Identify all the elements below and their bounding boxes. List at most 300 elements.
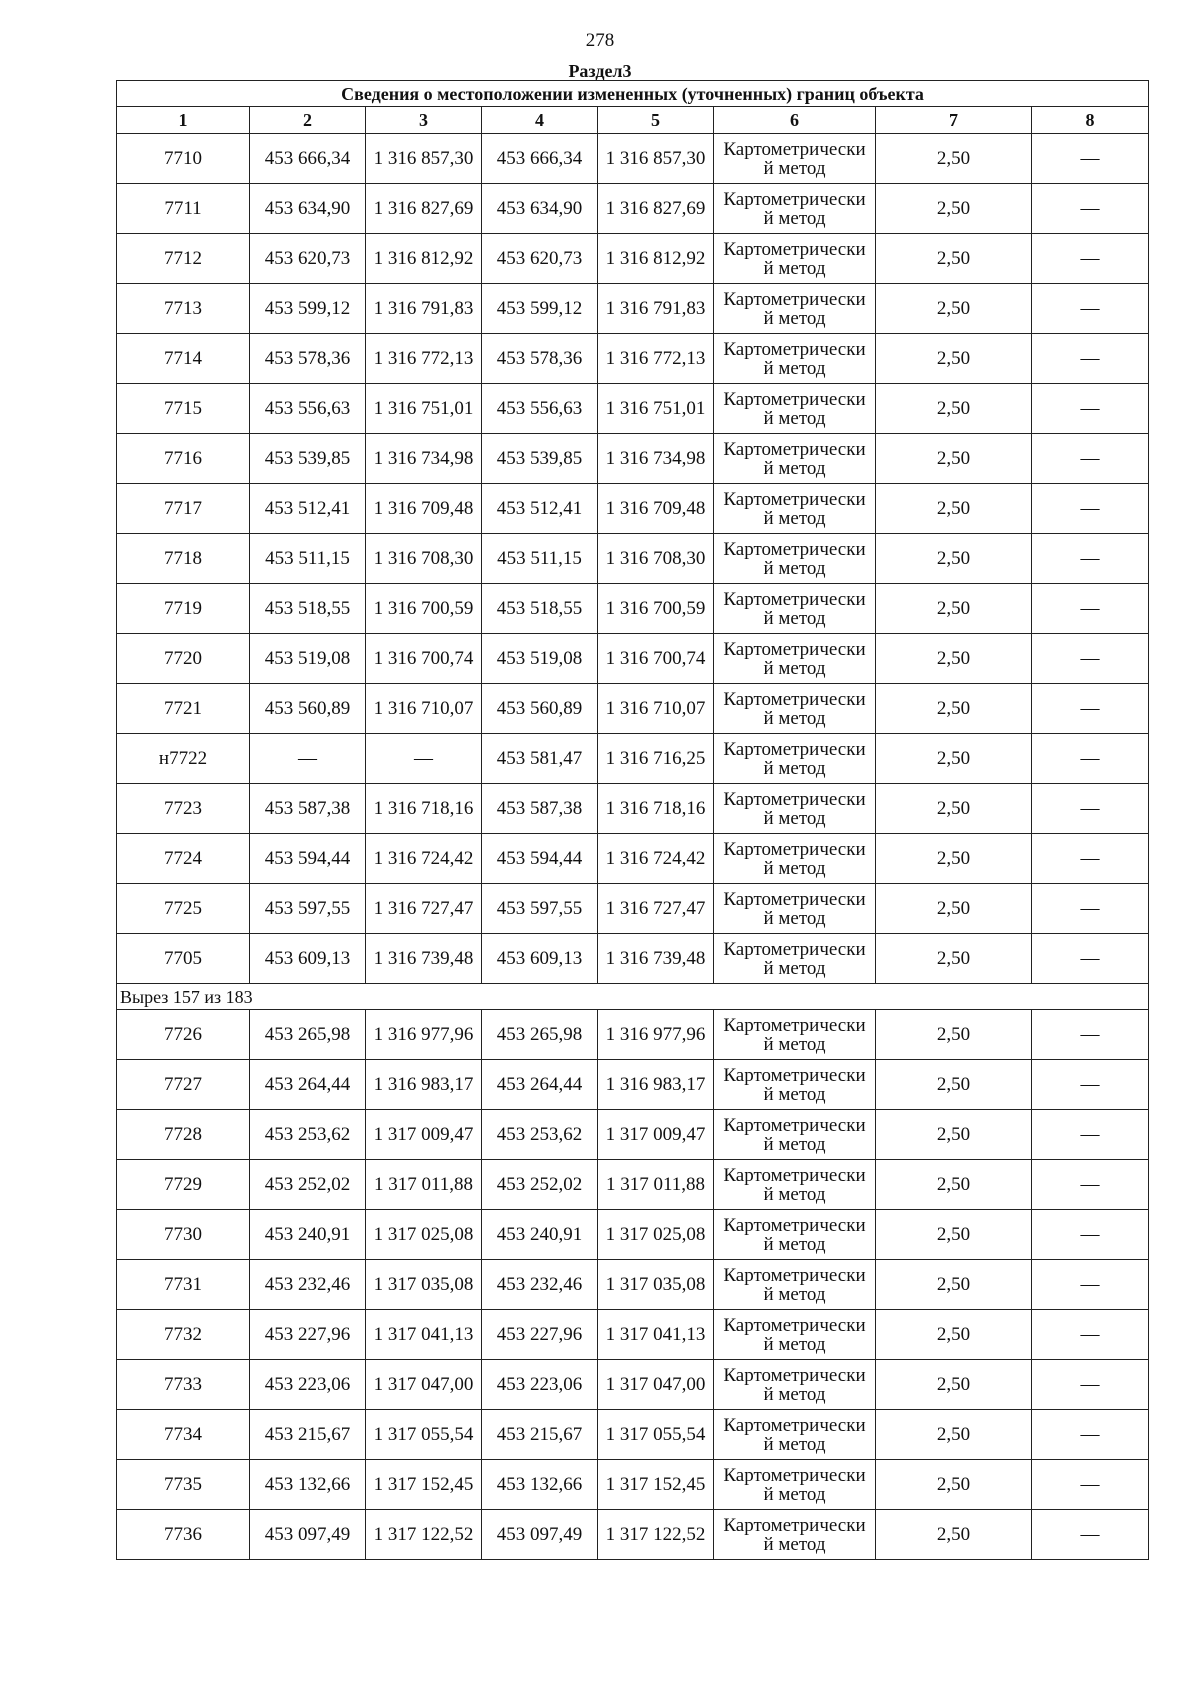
x-old-cell: 453 594,44 <box>250 834 366 884</box>
x-old-cell: 453 264,44 <box>250 1060 366 1110</box>
x-old-cell: 453 666,34 <box>250 134 366 184</box>
method-line: Картометрически <box>723 1464 866 1486</box>
y-new-cell: 1 316 857,30 <box>598 134 714 184</box>
method-line: й метод <box>763 907 826 929</box>
method-line: Картометрически <box>723 1314 866 1336</box>
description-cell: — <box>1032 184 1149 234</box>
accuracy-cell: 2,50 <box>876 534 1032 584</box>
method-line: Картометрически <box>723 888 866 910</box>
point-number-cell: 7712 <box>117 234 250 284</box>
method-line: й метод <box>763 1333 826 1355</box>
group-subheader: Вырез 157 из 183 <box>117 984 1149 1010</box>
y-new-cell: 1 316 983,17 <box>598 1060 714 1110</box>
table-row <box>117 334 1149 384</box>
point-number-cell: 7725 <box>117 884 250 934</box>
method-line: Картометрически <box>723 488 866 510</box>
accuracy-cell: 2,50 <box>876 384 1032 434</box>
method-cell <box>714 1460 876 1510</box>
point-number-cell: 7713 <box>117 284 250 334</box>
y-old-cell: 1 316 724,42 <box>366 834 482 884</box>
method-cell <box>714 334 876 384</box>
y-new-cell: 1 316 727,47 <box>598 884 714 934</box>
accuracy-cell: 2,50 <box>876 184 1032 234</box>
point-number-cell: 7735 <box>117 1460 250 1510</box>
y-old-cell: 1 317 055,54 <box>366 1410 482 1460</box>
table-row <box>117 1060 1149 1110</box>
method-line: й метод <box>763 707 826 729</box>
method-line: Картометрически <box>723 938 866 960</box>
y-new-cell: 1 316 977,96 <box>598 1010 714 1060</box>
x-old-cell: 453 215,67 <box>250 1410 366 1460</box>
method-line: Картометрически <box>723 188 866 210</box>
description-cell: — <box>1032 784 1149 834</box>
column-header: 7 <box>876 107 1032 134</box>
accuracy-cell: 2,50 <box>876 284 1032 334</box>
method-cell <box>714 234 876 284</box>
y-old-cell: 1 317 035,08 <box>366 1260 482 1310</box>
y-new-cell: 1 316 718,16 <box>598 784 714 834</box>
x-new-cell: 453 511,15 <box>482 534 598 584</box>
method-line: Картометрически <box>723 438 866 460</box>
table-row <box>117 134 1149 184</box>
description-cell: — <box>1032 1060 1149 1110</box>
method-line: Картометрически <box>723 588 866 610</box>
y-new-cell: 1 317 041,13 <box>598 1310 714 1360</box>
column-header: 3 <box>366 107 482 134</box>
accuracy-cell: 2,50 <box>876 484 1032 534</box>
group-subheader-row <box>117 984 1149 1010</box>
table-row <box>117 834 1149 884</box>
method-line: Картометрически <box>723 388 866 410</box>
method-cell <box>714 1310 876 1360</box>
y-old-cell: 1 316 710,07 <box>366 684 482 734</box>
column-header: 1 <box>117 107 250 134</box>
description-cell: — <box>1032 284 1149 334</box>
description-cell: — <box>1032 834 1149 884</box>
y-old-cell: 1 316 812,92 <box>366 234 482 284</box>
x-old-cell: 453 223,06 <box>250 1360 366 1410</box>
description-cell: — <box>1032 1410 1149 1460</box>
method-line: й метод <box>763 1483 826 1505</box>
method-line: й метод <box>763 1033 826 1055</box>
x-old-cell: 453 240,91 <box>250 1210 366 1260</box>
description-cell: — <box>1032 384 1149 434</box>
x-old-cell: 453 518,55 <box>250 584 366 634</box>
description-cell: — <box>1032 934 1149 984</box>
point-number-cell: 7731 <box>117 1260 250 1310</box>
table-row <box>117 434 1149 484</box>
accuracy-cell: 2,50 <box>876 684 1032 734</box>
method-line: Картометрически <box>723 638 866 660</box>
accuracy-cell: 2,50 <box>876 1210 1032 1260</box>
coordinates-table <box>116 80 1149 1560</box>
y-new-cell: 1 316 791,83 <box>598 284 714 334</box>
x-old-cell: 453 620,73 <box>250 234 366 284</box>
method-line: Картометрически <box>723 1364 866 1386</box>
x-old-cell: 453 609,13 <box>250 934 366 984</box>
x-old-cell: 453 132,66 <box>250 1460 366 1510</box>
method-cell <box>714 584 876 634</box>
method-cell <box>714 1410 876 1460</box>
y-new-cell: 1 316 827,69 <box>598 184 714 234</box>
x-new-cell: 453 232,46 <box>482 1260 598 1310</box>
point-number-cell: 7732 <box>117 1310 250 1360</box>
point-number-cell: 7729 <box>117 1160 250 1210</box>
x-old-cell: 453 227,96 <box>250 1310 366 1360</box>
point-number-cell: 7711 <box>117 184 250 234</box>
method-cell <box>714 1360 876 1410</box>
method-cell <box>714 134 876 184</box>
description-cell: — <box>1032 1110 1149 1160</box>
accuracy-cell: 2,50 <box>876 1360 1032 1410</box>
point-number-cell: н7722 <box>117 734 250 784</box>
y-new-cell: 1 317 025,08 <box>598 1210 714 1260</box>
description-cell: — <box>1032 634 1149 684</box>
description-cell: — <box>1032 584 1149 634</box>
y-old-cell: 1 316 709,48 <box>366 484 482 534</box>
x-old-cell: 453 253,62 <box>250 1110 366 1160</box>
method-line: й метод <box>763 807 826 829</box>
y-old-cell: 1 317 041,13 <box>366 1310 482 1360</box>
method-line: Картометрически <box>723 138 866 160</box>
method-line: й метод <box>763 307 826 329</box>
accuracy-cell: 2,50 <box>876 784 1032 834</box>
point-number-cell: 7720 <box>117 634 250 684</box>
table-row <box>117 1310 1149 1360</box>
y-old-cell: 1 317 122,52 <box>366 1510 482 1560</box>
method-line: й метод <box>763 157 826 179</box>
y-new-cell: 1 317 011,88 <box>598 1160 714 1210</box>
point-number-cell: 7705 <box>117 934 250 984</box>
table-row <box>117 684 1149 734</box>
method-cell <box>714 784 876 834</box>
table-row <box>117 284 1149 334</box>
method-cell <box>714 1110 876 1160</box>
description-cell: — <box>1032 1010 1149 1060</box>
y-new-cell: 1 317 009,47 <box>598 1110 714 1160</box>
x-new-cell: 453 620,73 <box>482 234 598 284</box>
description-cell: — <box>1032 1460 1149 1510</box>
x-new-cell: 453 512,41 <box>482 484 598 534</box>
point-number-cell: 7721 <box>117 684 250 734</box>
y-old-cell: 1 317 047,00 <box>366 1360 482 1410</box>
method-line: й метод <box>763 1183 826 1205</box>
x-old-cell: 453 519,08 <box>250 634 366 684</box>
y-old-cell: 1 316 739,48 <box>366 934 482 984</box>
method-cell <box>714 1510 876 1560</box>
table-caption: Сведения о местоположении измененных (уточненных) границ объекта <box>117 81 1149 107</box>
method-cell <box>714 1260 876 1310</box>
method-line: й метод <box>763 407 826 429</box>
method-line: Картометрически <box>723 1114 866 1136</box>
method-line: й метод <box>763 1083 826 1105</box>
table-row <box>117 1210 1149 1260</box>
x-new-cell: 453 599,12 <box>482 284 598 334</box>
x-new-cell: 453 223,06 <box>482 1360 598 1410</box>
y-new-cell: 1 316 716,25 <box>598 734 714 784</box>
method-line: й метод <box>763 207 826 229</box>
column-header: 4 <box>482 107 598 134</box>
point-number-cell: 7723 <box>117 784 250 834</box>
method-line: Картометрически <box>723 288 866 310</box>
point-number-cell: 7724 <box>117 834 250 884</box>
y-new-cell: 1 316 812,92 <box>598 234 714 284</box>
method-cell <box>714 684 876 734</box>
y-new-cell: 1 316 710,07 <box>598 684 714 734</box>
method-line: Картометрически <box>723 788 866 810</box>
y-old-cell: 1 316 700,74 <box>366 634 482 684</box>
x-old-cell: 453 560,89 <box>250 684 366 734</box>
method-line: й метод <box>763 457 826 479</box>
method-line: й метод <box>763 1533 826 1555</box>
y-old-cell: 1 317 009,47 <box>366 1110 482 1160</box>
table-row <box>117 584 1149 634</box>
y-new-cell: 1 316 734,98 <box>598 434 714 484</box>
accuracy-cell: 2,50 <box>876 234 1032 284</box>
point-number-cell: 7726 <box>117 1010 250 1060</box>
page-number: 278 <box>585 30 615 51</box>
x-new-cell: 453 252,02 <box>482 1160 598 1210</box>
point-number-cell: 7716 <box>117 434 250 484</box>
y-new-cell: 1 317 055,54 <box>598 1410 714 1460</box>
method-cell <box>714 284 876 334</box>
table-row <box>117 884 1149 934</box>
method-line: Картометрически <box>723 1414 866 1436</box>
x-old-cell: 453 587,38 <box>250 784 366 834</box>
method-cell <box>714 734 876 784</box>
method-line: й метод <box>763 857 826 879</box>
description-cell: — <box>1032 534 1149 584</box>
method-line: й метод <box>763 1233 826 1255</box>
table-row <box>117 1460 1149 1510</box>
method-line: й метод <box>763 507 826 529</box>
table-body <box>117 134 1149 1560</box>
y-old-cell: 1 317 152,45 <box>366 1460 482 1510</box>
y-old-cell: 1 316 751,01 <box>366 384 482 434</box>
y-new-cell: 1 316 709,48 <box>598 484 714 534</box>
x-new-cell: 453 594,44 <box>482 834 598 884</box>
y-new-cell: 1 317 047,00 <box>598 1360 714 1410</box>
y-old-cell: 1 317 025,08 <box>366 1210 482 1260</box>
method-line: й метод <box>763 957 826 979</box>
method-line: й метод <box>763 1283 826 1305</box>
point-number-cell: 7733 <box>117 1360 250 1410</box>
x-old-cell: 453 232,46 <box>250 1260 366 1310</box>
method-cell <box>714 1160 876 1210</box>
table-row <box>117 1360 1149 1410</box>
accuracy-cell: 2,50 <box>876 734 1032 784</box>
point-number-cell: 7730 <box>117 1210 250 1260</box>
y-old-cell: 1 316 983,17 <box>366 1060 482 1110</box>
method-cell <box>714 884 876 934</box>
method-line: й метод <box>763 1383 826 1405</box>
y-old-cell: — <box>366 734 482 784</box>
section-title: Раздел3 <box>568 61 632 81</box>
method-line: й метод <box>763 257 826 279</box>
x-new-cell: 453 240,91 <box>482 1210 598 1260</box>
method-line: Картометрически <box>723 338 866 360</box>
accuracy-cell: 2,50 <box>876 634 1032 684</box>
accuracy-cell: 2,50 <box>876 1060 1032 1110</box>
method-line: Картометрически <box>723 1514 866 1536</box>
method-line: й метод <box>763 607 826 629</box>
point-number-cell: 7727 <box>117 1060 250 1110</box>
column-header: 6 <box>714 107 876 134</box>
method-line: Картометрически <box>723 738 866 760</box>
y-new-cell: 1 316 724,42 <box>598 834 714 884</box>
y-old-cell: 1 316 700,59 <box>366 584 482 634</box>
table-row <box>117 484 1149 534</box>
table-row <box>117 1160 1149 1210</box>
x-new-cell: 453 519,08 <box>482 634 598 684</box>
x-new-cell: 453 587,38 <box>482 784 598 834</box>
accuracy-cell: 2,50 <box>876 1310 1032 1360</box>
table-row <box>117 234 1149 284</box>
x-old-cell: 453 597,55 <box>250 884 366 934</box>
description-cell: — <box>1032 1310 1149 1360</box>
y-old-cell: 1 316 718,16 <box>366 784 482 834</box>
method-cell <box>714 834 876 884</box>
description-cell: — <box>1032 334 1149 384</box>
y-old-cell: 1 316 791,83 <box>366 284 482 334</box>
method-cell <box>714 934 876 984</box>
x-new-cell: 453 253,62 <box>482 1110 598 1160</box>
method-cell <box>714 1060 876 1110</box>
y-new-cell: 1 317 122,52 <box>598 1510 714 1560</box>
table-row <box>117 634 1149 684</box>
y-old-cell: 1 316 772,13 <box>366 334 482 384</box>
y-old-cell: 1 316 827,69 <box>366 184 482 234</box>
description-cell: — <box>1032 484 1149 534</box>
method-cell <box>714 1210 876 1260</box>
y-new-cell: 1 316 751,01 <box>598 384 714 434</box>
table-row <box>117 534 1149 584</box>
point-number-cell: 7710 <box>117 134 250 184</box>
description-cell: — <box>1032 134 1149 184</box>
point-number-cell: 7734 <box>117 1410 250 1460</box>
x-new-cell: 453 556,63 <box>482 384 598 434</box>
method-cell <box>714 534 876 584</box>
description-cell: — <box>1032 1160 1149 1210</box>
x-old-cell: 453 599,12 <box>250 284 366 334</box>
y-new-cell: 1 317 035,08 <box>598 1260 714 1310</box>
x-new-cell: 453 581,47 <box>482 734 598 784</box>
description-cell: — <box>1032 434 1149 484</box>
x-new-cell: 453 132,66 <box>482 1460 598 1510</box>
method-line: Картометрически <box>723 238 866 260</box>
table-row <box>117 1410 1149 1460</box>
point-number-cell: 7715 <box>117 384 250 434</box>
accuracy-cell: 2,50 <box>876 134 1032 184</box>
y-old-cell: 1 316 977,96 <box>366 1010 482 1060</box>
description-cell: — <box>1032 1260 1149 1310</box>
accuracy-cell: 2,50 <box>876 834 1032 884</box>
point-number-cell: 7719 <box>117 584 250 634</box>
method-line: й метод <box>763 357 826 379</box>
x-new-cell: 453 560,89 <box>482 684 598 734</box>
accuracy-cell: 2,50 <box>876 584 1032 634</box>
accuracy-cell: 2,50 <box>876 1160 1032 1210</box>
method-line: Картометрически <box>723 1164 866 1186</box>
method-line: Картометрически <box>723 1014 866 1036</box>
column-header: 8 <box>1032 107 1149 134</box>
point-number-cell: 7717 <box>117 484 250 534</box>
table-row <box>117 1510 1149 1560</box>
description-cell: — <box>1032 1510 1149 1560</box>
x-old-cell: 453 578,36 <box>250 334 366 384</box>
x-old-cell: — <box>250 734 366 784</box>
x-new-cell: 453 597,55 <box>482 884 598 934</box>
x-new-cell: 453 264,44 <box>482 1060 598 1110</box>
method-cell <box>714 1010 876 1060</box>
accuracy-cell: 2,50 <box>876 334 1032 384</box>
method-line: й метод <box>763 1133 826 1155</box>
description-cell: — <box>1032 884 1149 934</box>
x-old-cell: 453 265,98 <box>250 1010 366 1060</box>
method-line: Картометрически <box>723 538 866 560</box>
table-row <box>117 384 1149 434</box>
method-cell <box>714 484 876 534</box>
x-new-cell: 453 666,34 <box>482 134 598 184</box>
description-cell: — <box>1032 684 1149 734</box>
y-old-cell: 1 316 708,30 <box>366 534 482 584</box>
column-header: 2 <box>250 107 366 134</box>
x-new-cell: 453 634,90 <box>482 184 598 234</box>
x-old-cell: 453 556,63 <box>250 384 366 434</box>
method-line: й метод <box>763 757 826 779</box>
method-line: й метод <box>763 1433 826 1455</box>
x-old-cell: 453 097,49 <box>250 1510 366 1560</box>
description-cell: — <box>1032 1210 1149 1260</box>
method-line: й метод <box>763 557 826 579</box>
x-new-cell: 453 227,96 <box>482 1310 598 1360</box>
point-number-cell: 7736 <box>117 1510 250 1560</box>
y-old-cell: 1 316 734,98 <box>366 434 482 484</box>
table-row <box>117 1010 1149 1060</box>
y-old-cell: 1 316 727,47 <box>366 884 482 934</box>
x-new-cell: 453 539,85 <box>482 434 598 484</box>
y-new-cell: 1 316 700,74 <box>598 634 714 684</box>
y-new-cell: 1 317 152,45 <box>598 1460 714 1510</box>
x-old-cell: 453 512,41 <box>250 484 366 534</box>
accuracy-cell: 2,50 <box>876 1410 1032 1460</box>
y-new-cell: 1 316 772,13 <box>598 334 714 384</box>
x-new-cell: 453 578,36 <box>482 334 598 384</box>
accuracy-cell: 2,50 <box>876 1110 1032 1160</box>
x-new-cell: 453 609,13 <box>482 934 598 984</box>
x-new-cell: 453 518,55 <box>482 584 598 634</box>
method-cell <box>714 434 876 484</box>
method-line: й метод <box>763 657 826 679</box>
column-header: 5 <box>598 107 714 134</box>
table-row <box>117 1110 1149 1160</box>
x-old-cell: 453 511,15 <box>250 534 366 584</box>
x-old-cell: 453 252,02 <box>250 1160 366 1210</box>
table-row <box>117 784 1149 834</box>
x-new-cell: 453 265,98 <box>482 1010 598 1060</box>
point-number-cell: 7718 <box>117 534 250 584</box>
y-old-cell: 1 317 011,88 <box>366 1160 482 1210</box>
accuracy-cell: 2,50 <box>876 1260 1032 1310</box>
x-new-cell: 453 215,67 <box>482 1410 598 1460</box>
table-row <box>117 1260 1149 1310</box>
method-line: Картометрически <box>723 1064 866 1086</box>
method-line: Картометрически <box>723 838 866 860</box>
method-line: Картометрически <box>723 688 866 710</box>
point-number-cell: 7714 <box>117 334 250 384</box>
description-cell: — <box>1032 234 1149 284</box>
method-line: Картометрически <box>723 1214 866 1236</box>
